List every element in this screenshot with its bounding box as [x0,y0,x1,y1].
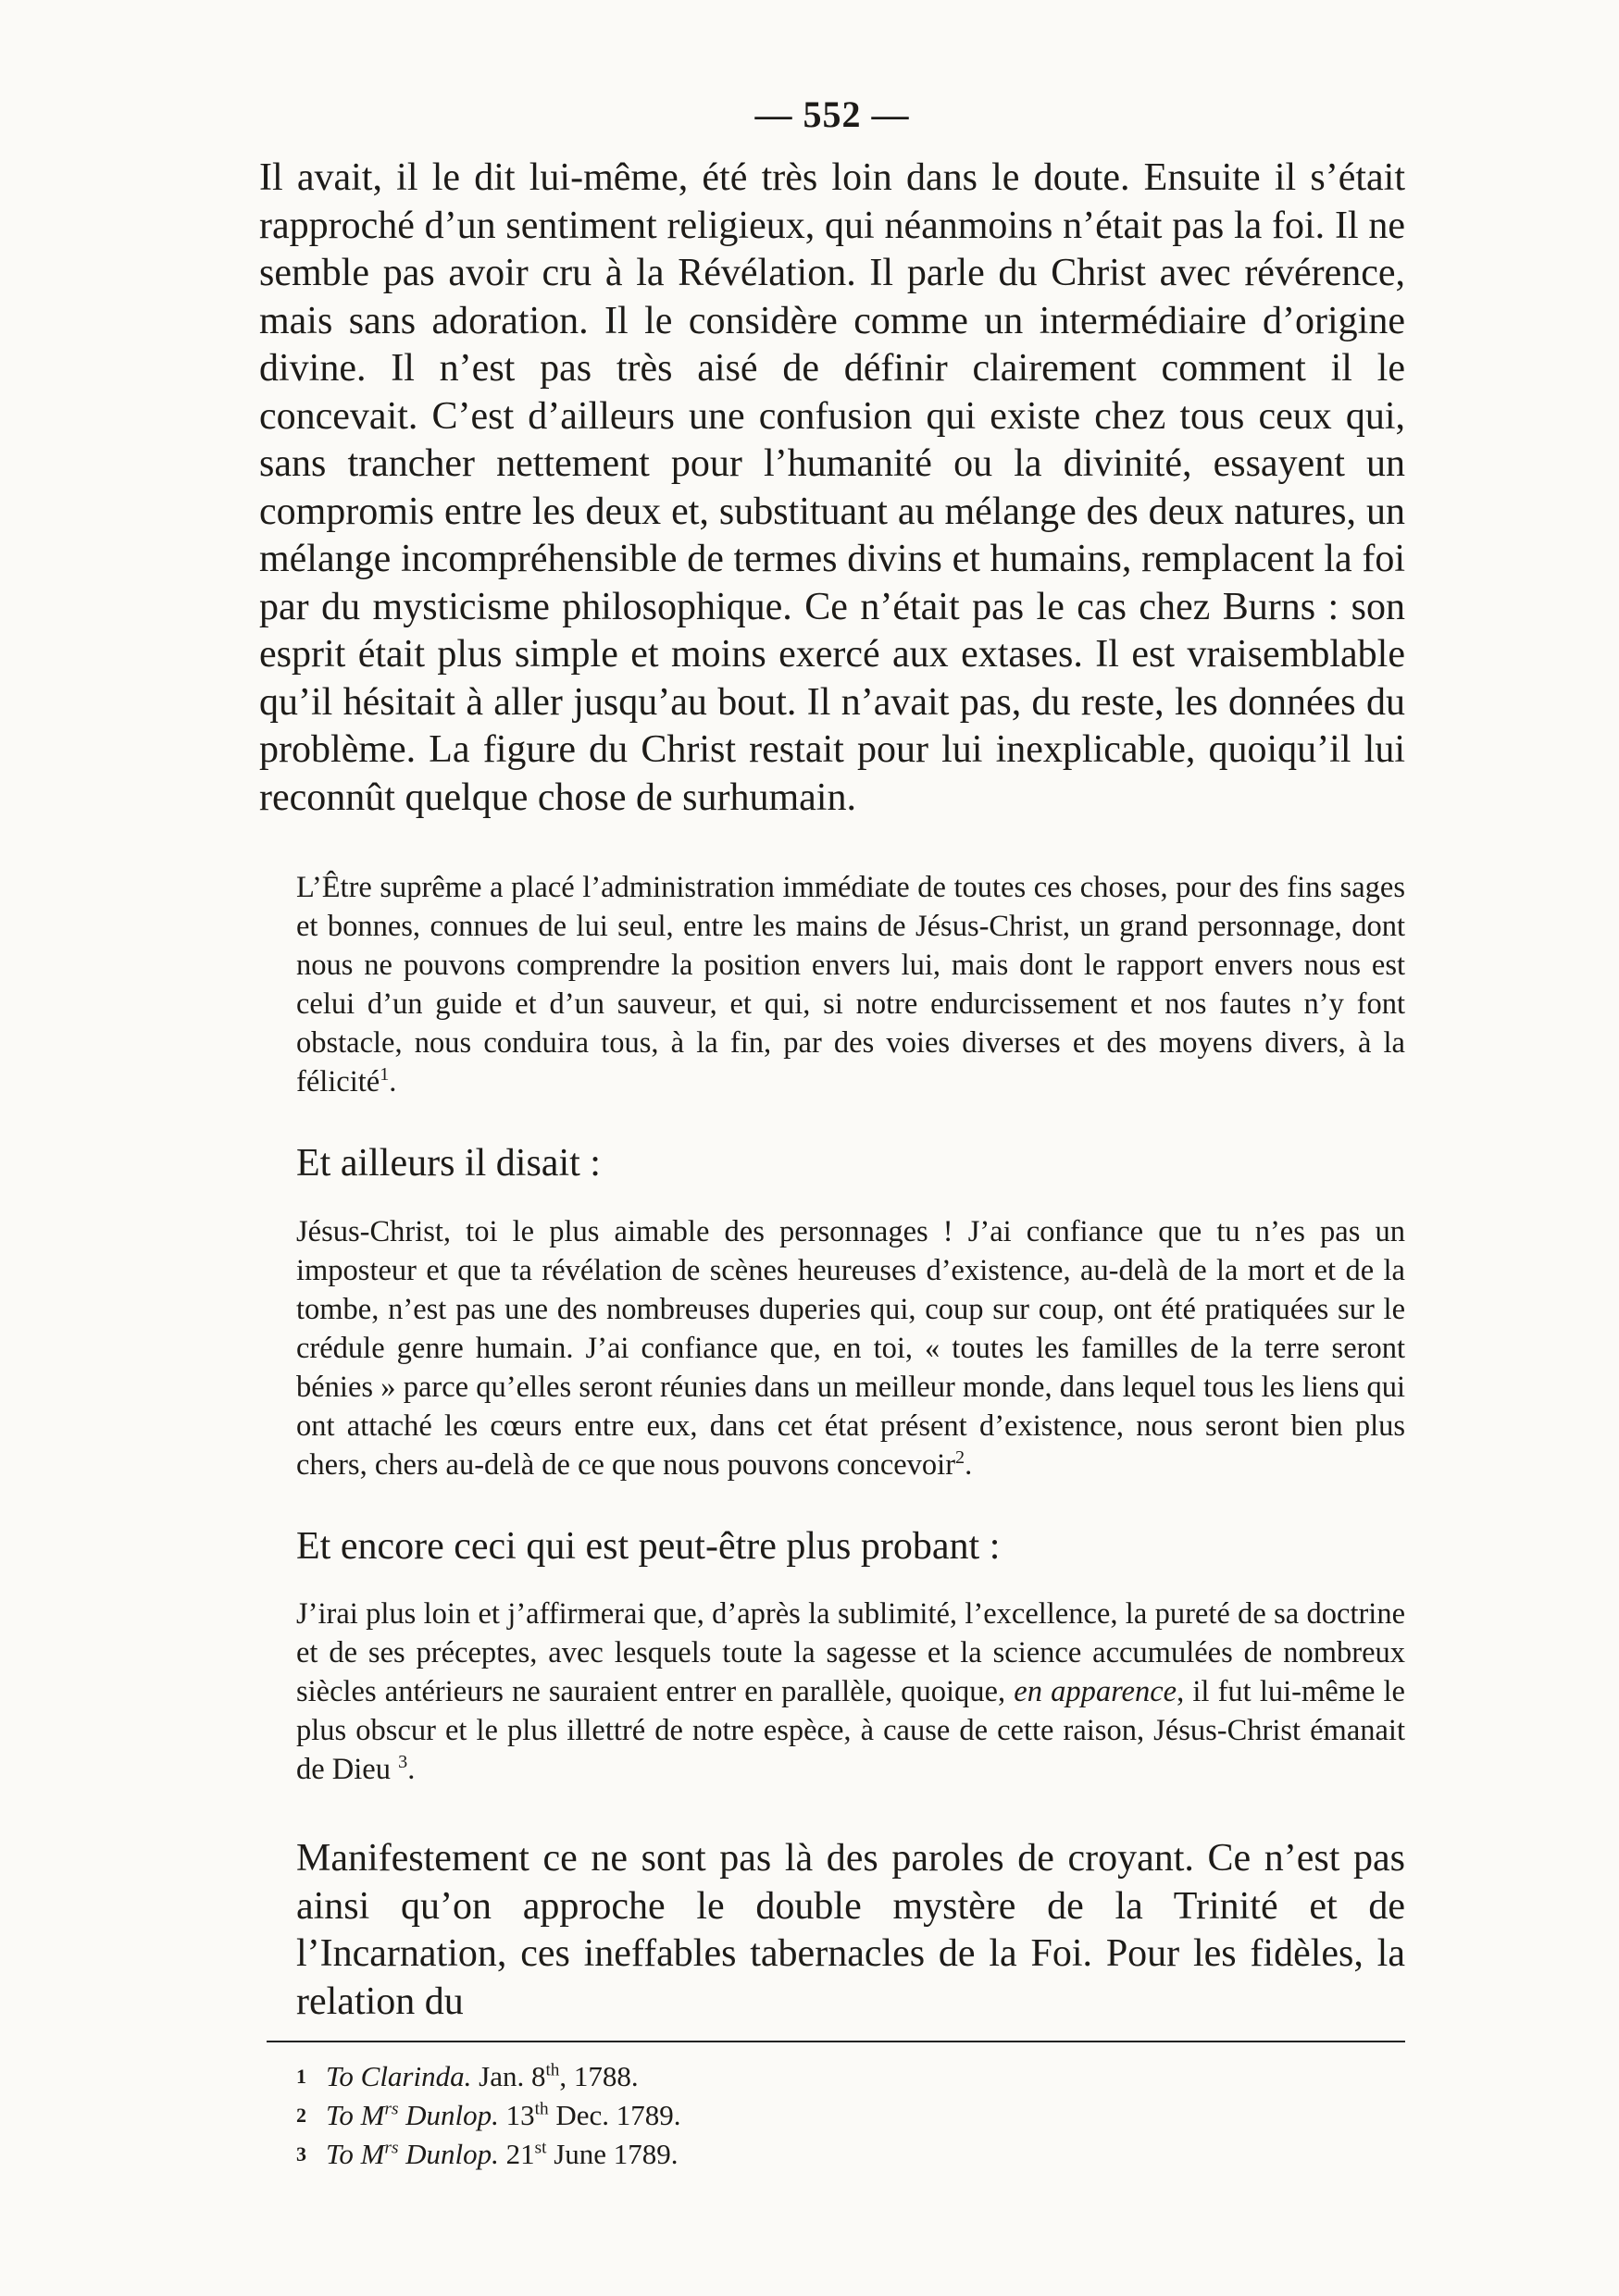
quote-3-text-b: , il fut lui-même le plus obscur et le plus illettré de notre espèce, à cause de cette raison, Jésus-Christ émanait de Dieu [296,1675,1405,1786]
footnote-text [326,2135,679,2174]
quote-3: J’irai plus loin et j’affirmerai que, d’après la sublimité, l’excellence, la pureté de sa doctrine et de ses préceptes, avec lesquels toute la sagesse et la science accumulées de nombreux siècles antérieurs ne sauraient entrer en parallèle, quoique, en apparence, il fut lui-même le plus obscur et le plus illettré de notre espèce, à cause de cette raison, Jésus-Christ émanait de Dieu $^3$. [296,1597,1405,1786]
footnote-year: June 1789. [546,2138,679,2170]
footnote-mark: 2 [296,2104,306,2127]
footnote-year: Dec. 1789. [548,2099,681,2131]
paragraph-intro: Il avait, il le dit lui-même, été très loin dans le doute. Ensuite il s’était rapproché d’un sentiment religieux, qui néanmoins n’était pas la foi. Il ne semble pas avoir cru à la Révélation. Il parle du Christ avec révérence, mais sans adoration. Il le considère comme un intermédiaire d’origine divine. Il n’est pas très aisé de définir clairement comment il le concevait. C’est d’ailleurs une confusion qui existe chez tous ceux qui, sans trancher nettement pour l’humanité ou la divinité, essayent un compromis entre les deux et, substituant au mélange des deux natures, un mélange incompréhensible de termes divins et humains, remplacent la foi par du mysticisme philosophique. Ce n’était pas le cas chez Burns : son esprit était plus simple et moins exercé aux extases. Il est vraisemblable qu’il hésitait à aller jusqu’au bout. Il n’avait pas, du reste, les données du problème. La figure du Christ restait pour lui inexplicable, quoiqu’il lui reconnût quelque chose de surhumain. [259,156,1405,819]
footnote-mark: 3 [296,2142,306,2166]
footnote-addressee: To Clarinda. [326,2060,472,2092]
footnote-addressee: To M [326,2099,385,2131]
footnote-date: 13 [505,2099,535,2131]
footnote-title-sup: rs [384,2099,399,2119]
footnote-name: Dunlop. [405,2099,499,2131]
book-page [259,93,1405,2174]
quote-1-text: L’Être suprême a placé l’administration immédiate de toutes ces choses, pour des fins sages et bonnes, connues de lui seul, entre les mains de Jésus-Christ, un grand personnage, dont nous ne pouvons comprendre la position envers lui, mais dont le rapport envers nous est celui d’un guide et d’un sauveur, et qui, si notre endurcissement et nos fautes n’y font obstacle, nous conduira tous, à la fin, par des voies diverses et des moyens divers, à la félicité [296,871,1405,1098]
footnote-divider [267,2041,1405,2042]
footnote-ordinal: st [534,2138,547,2158]
footnote-mark: 1 [296,2065,306,2088]
page-number: — 552 — [754,93,910,135]
quote-2-text: Jésus-Christ, toi le plus aimable des personnages ! J’ai confiance que tu n’es pas un imposteur et que ta révélation de scènes heureuses d’existence, au-delà de la mort et de la tombe, n’est pas une des nombreuses duperies qui, coup sur coup, ont été pratiquées sur le crédule genre humain. J’ai confiance que, en toi, « toutes les familles de la terre seront bénies » parce qu’elles seront réunies dans un meilleur monde, dans lequel tous les liens qui ont attaché les cœurs entre eux, dans cet état présent d’existence, nous seront bien plus chers, chers au-delà de ce que nous pouvons concevoir [296,1214,1405,1482]
footnote-ordinal: th [534,2099,549,2119]
footnote-text [326,2096,681,2135]
quote-2: Jésus-Christ, toi le plus aimable des personnages ! J’ai confiance que tu n’es pas un imposteur et que ta révélation de scènes heureuses d’existence, au-delà de la mort et de la tombe, n’est pas une des nombreuses duperies qui, coup sur coup, ont été pratiquées sur le crédule genre humain. J’ai confiance que, en toi, « toutes les familles de la terre seront bénies » parce qu’elles seront réunies dans un meilleur monde, dans lequel tous les liens qui ont attaché les cœurs entre eux, dans cet état présent d’existence, nous seront bien plus chers, chers au-delà de ce que nous pouvons concevoir$^2$. [296,1214,1405,1482]
footnote-date: Jan. 8 [479,2060,546,2092]
footnote-year: , 1788. [559,2060,639,2092]
paragraph-closing: Manifestement ce ne sont pas là des paroles de croyant. Ce n’est pas ainsi qu’on approche le double mystère de la Trinité et de l’Incarnation, ces ineffables tabernacles de la Foi. Pour les fidèles, la relation du [296,1837,1405,2023]
footnote-ordinal: th [545,2060,560,2080]
footnote-title-sup: rs [384,2138,399,2158]
footnote-ref-3: 3 [398,1752,408,1773]
footnote-ref-2: 2 [955,1446,965,1468]
footnote-addressee: To M [326,2138,385,2170]
lead-in-1: Et ailleurs il disait : [296,1142,601,1185]
footnote-name: Dunlop. [405,2138,499,2170]
footnote-2 [296,2096,1405,2135]
footnote-3 [296,2135,1405,2174]
footnote-date: 21 [505,2138,535,2170]
quote-3-italic: en apparence [1014,1675,1177,1708]
footnote-text [326,2057,639,2096]
footnotes [296,2057,1405,2174]
quote-3-text-a: J’irai plus loin et j’affirmerai que, d’après la sublimité, l’excellence, la pureté de sa doctrine et de ses préceptes, avec lesquels toute la sagesse et la science accumulées de nombreux siècles antérieurs ne sauraient entrer en parallèle, quoique, [296,1597,1405,1708]
footnote-ref-1: 1 [380,1064,390,1086]
footnote-1 [296,2057,1405,2096]
lead-in-2: Et encore ceci qui est peut-être plus probant : [296,1524,1001,1568]
quote-1: L’Être suprême a placé l’administration immédiate de toutes ces choses, pour des fins sages et bonnes, connues de lui seul, entre les mains de Jésus-Christ, un grand personnage, dont nous ne pouvons comprendre la position envers lui, mais dont le rapport envers nous est celui d’un guide et d’un sauveur, et qui, si notre endurcissement et nos fautes n’y font obstacle, nous conduira tous, à la fin, par des voies diverses et des moyens divers, à la félicité$^1$. [296,871,1405,1098]
